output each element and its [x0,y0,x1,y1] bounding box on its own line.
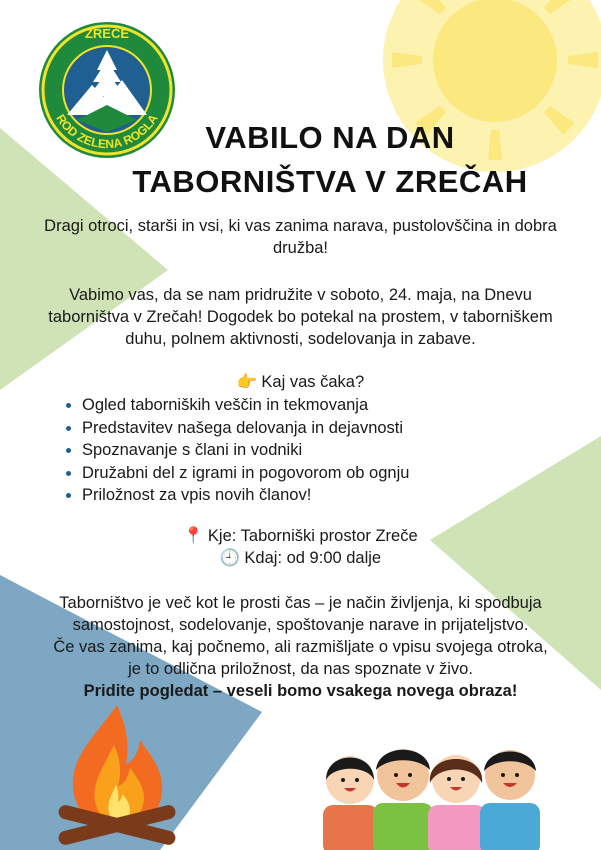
title-line-2: TABORNIŠTVA V ZREČAH [132,164,528,199]
children-group-illustration [318,725,548,850]
when-text: Kdaj: od 9:00 dalje [244,549,382,567]
closing-line-4: je to odlična priložnost, da nas spoznate v živo. [128,660,473,678]
where-line [0,525,601,547]
pointing-hand-icon: 👉 [236,373,258,391]
where-text: Kje: Taborniški prostor Zreče [207,527,418,545]
invite-paragraph: Vabimo vas, da se nam pridružite v soboto, 24. maja, na Dnevu taborništva v Zrečah! Dogodek bo potekal na prostem, v taborniškem duhu, polnem aktivnosti, sodelovanja in zabave. [48,286,553,348]
closing-line-3: Če vas zanima, kaj počnemo, ali razmišljate o vpisu svojega otroka, [53,638,548,656]
intro-paragraph: Dragi otroci, starši in vsi, ki vas zanima narava, pustolovščina in dobra družba! [44,217,557,257]
list-item: • Priložnost za vpis novih članov! [82,484,409,507]
closing-line-2: samostojnost, sodelovanje, spoštovanje narave in prijateljstvo. [72,616,529,634]
closing-line-1: Taborništvo je več kot le prosti čas – je način življenja, ki spodbuja [59,594,542,612]
list-item: • Ogled taborniških veščin in tekmovanja [82,394,409,417]
closing-paragraph [0,592,601,702]
when-line [0,547,601,569]
page-title [60,116,600,204]
logo-bottom-text: ROD ZELENA ROGLA [53,111,161,152]
closing-line-5: Pridite pogledat – veseli bomo vsakega novega obraza! [83,682,518,700]
list-item: • Družabni del z igrami in pogovorom ob ognju [82,462,409,485]
clock-icon: 🕘 [219,549,241,567]
pin-icon: 📍 [183,527,204,545]
title-line-1: VABILO NA DAN [205,120,455,155]
list-item: • Predstavitev našega delovanja in dejavnosti [82,417,409,440]
list-item: • Spoznavanje s člani in vodniki [82,439,409,462]
campfire-icon [52,700,182,845]
expect-heading-text: Kaj vas čaka? [261,373,365,391]
logo-top-text: ZREČE [84,26,130,41]
expect-heading [0,371,601,393]
expect-list [62,394,409,507]
